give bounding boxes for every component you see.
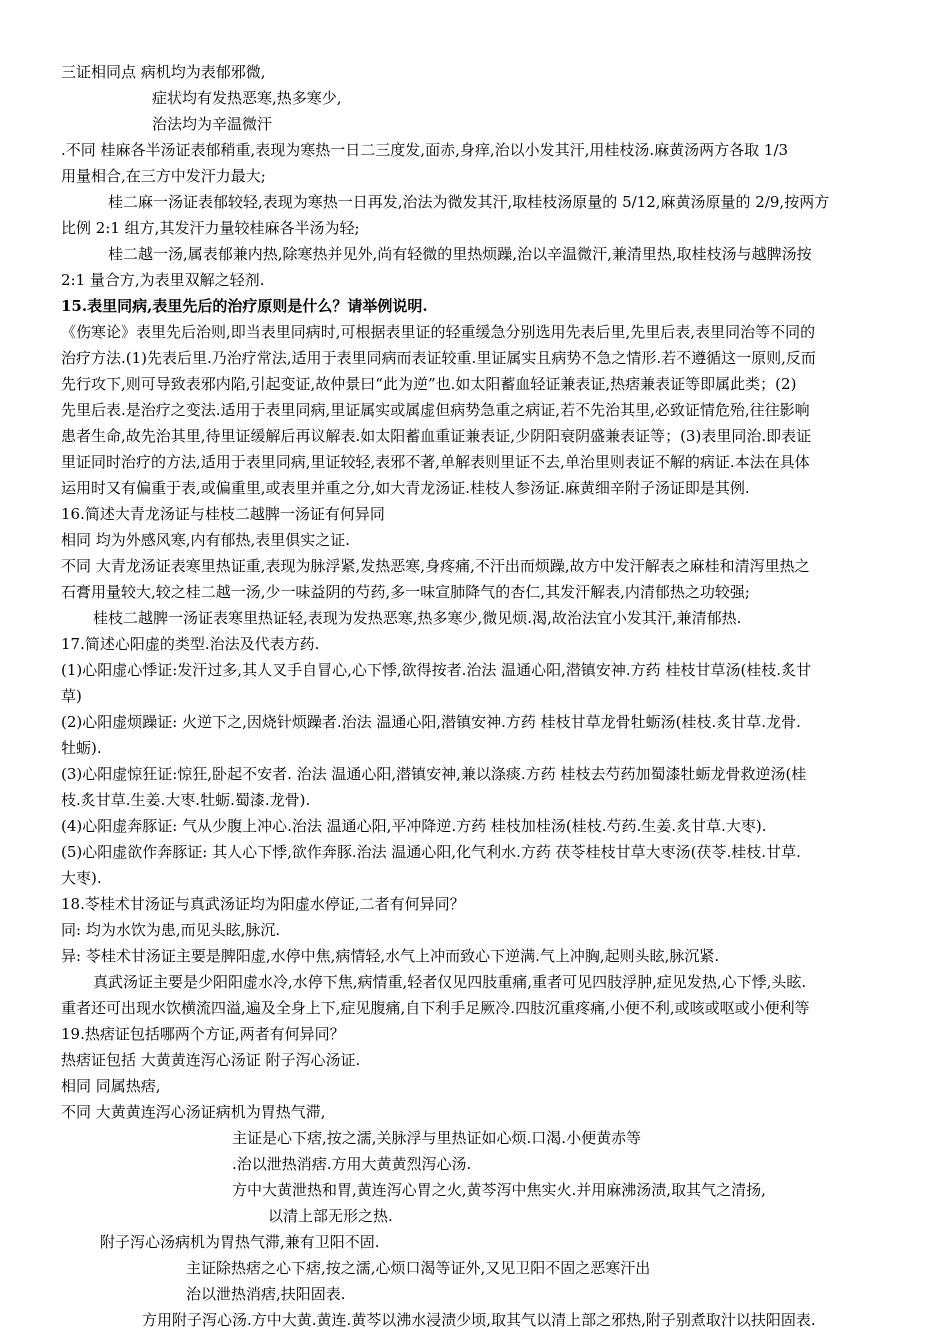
text-line: (3)心阳虚惊狂证:惊狂,卧起不安者. 治法 温通心阳,潜镇安神,兼以涤痰.方药 桂枝去芍药加蜀漆牡蛎龙骨救逆汤(桂 <box>61 765 807 783</box>
text-line: 桂二越一汤,属表郁兼内热,除寒热并见外,尚有轻微的里热烦躁,治以辛温微汗,兼清里热,取桂枝汤与越脾汤按 <box>108 245 812 263</box>
text-line: 附子泻心汤病机为胃热气滞,兼有卫阳不固. <box>100 1233 380 1251</box>
text-line: (2)心阳虚烦躁证: 火逆下之,因烧针烦躁者.治法 温通心阳,潜镇安神.方药 桂枝甘草龙骨牡蛎汤(桂枝.炙甘草.龙骨. <box>61 713 801 731</box>
text-line: 里证同时治疗的方法,适用于表里同病,里证较轻,表邪不著,单解表则里证不去,单治里则表证不解的病证.本法在具体 <box>61 453 810 471</box>
text-line: 方中大黄泄热和胃,黄连泻心胃之火,黄芩泻中焦实火.并用麻沸汤渍,取其气之清扬, <box>232 1181 766 1199</box>
text-line: 不同 大青龙汤证表寒里热证重,表现为脉浮紧,发热恶寒,身疼痛,不汗出而烦躁,故方中发汗解表之麻桂和清泻里热之 <box>61 557 810 575</box>
question-heading: 16.简述大青龙汤证与桂枝二越脾一汤证有何异同 <box>61 505 385 523</box>
text-line: 治疗方法.(1)先表后里.乃治疗常法,适用于表里同病而表证较重.里证属实且病势不急之情形.若不遵循这一原则,反而 <box>61 349 816 367</box>
text-line: 不同 大黄黄连泻心汤证病机为胃热气滞, <box>61 1103 326 1121</box>
text-line: 先行攻下,则可导致表邪内陷,引起变证,故仲景曰“此为逆”也.如太阳蓄血轻证兼表证,热痞兼表证等即属此类；(2) <box>61 375 797 393</box>
text-line: 比例 2:1 组方,其发汗力量较桂麻各半汤为轻; <box>61 219 360 237</box>
text-line: 石膏用量较大,较之桂二越一汤,少一味益阴的芍药,多一味宣肺降气的杏仁,其发汗解表,内清郁热之功较强; <box>61 583 750 601</box>
text-line: 先里后表.是治疗之变法.适用于表里同病,里证属实或属虚但病势急重之病证,若不先治其里,必致证情危殆,往往影响 <box>61 401 810 419</box>
text-line: 三证相同点 病机均为表郁邪微, <box>61 63 266 81</box>
text-line: 治以泄热消痞,扶阳固表. <box>186 1285 346 1303</box>
text-line: 主证除热痞之心下痞,按之濡,心烦口渴等证外,又见卫阳不固之恶寒汗出 <box>186 1259 651 1277</box>
text-line: 真武汤证主要是少阳阳虚水冷,水停下焦,病情重,轻者仅见四肢重痛,重者可见四肢浮肿,症见发热,心下悸,头眩. <box>93 973 807 991</box>
question-heading: 19.热痞证包括哪两个方证,两者有何异同？ <box>61 1025 345 1043</box>
text-line: 大枣). <box>61 869 102 887</box>
question-heading: 18.苓桂术甘汤证与真武汤证均为阳虚水停证,二者有何异同？ <box>61 895 465 913</box>
text-line: .治以泄热消痞.方用大黄黄烈泻心汤. <box>232 1155 472 1173</box>
text-line: (5)心阳虚欲作奔豚证: 其人心下悸,欲作奔豚.治法 温通心阳,化气利水.方药 茯苓桂枝甘草大枣汤(茯苓.桂枝.甘草. <box>61 843 801 861</box>
text-line: (1)心阳虚心悸证:发汗过多,其人叉手自冒心,心下悸,欲得按者.治法 温通心阳,潜镇安神.方药 桂枝甘草汤(桂枝.炙甘 <box>61 661 812 679</box>
text-line: 同: 均为水饮为患,而见头眩,脉沉. <box>61 921 281 939</box>
text-line: 方用附子泻心汤.方中大黄.黄连.黄芩以沸水浸渍少顷,取其气以清上部之邪热,附子别煮取汁以扶阳固表. <box>142 1311 816 1329</box>
text-line: 牡蛎). <box>61 739 102 757</box>
text-line: 症状均有发热恶寒,热多寒少, <box>152 89 342 107</box>
text-line: 桂二麻一汤证表郁较轻,表现为寒热一日再发,治法为微发其汗,取桂枝汤原量的 5/12,麻黄汤原量的 2/9,按两方 <box>108 193 830 211</box>
text-line: 异: 苓桂术甘汤证主要是脾阳虚,水停中焦,病情轻,水气上冲而致心下逆满.气上冲胸,起则头眩,脉沉紧. <box>61 947 720 965</box>
text-line: 相同 同属热痞, <box>61 1077 161 1095</box>
text-line: 热痞证包括 大黄黄连泻心汤证 附子泻心汤证. <box>61 1051 361 1069</box>
question-heading: 15.表里同病,表里先后的治疗原则是什么？请举例说明. <box>61 297 428 315</box>
text-line: 《伤寒论》表里先后治则,即当表里同病时,可根据表里证的轻重缓急分别选用先表后里,先里后表,表里同治等不同的 <box>61 323 816 341</box>
text-line: 以清上部无形之热. <box>268 1207 393 1225</box>
text-line: 主证是心下痞,按之濡,关脉浮与里热证如心烦.口渴.小便黄赤等 <box>232 1129 642 1147</box>
text-line: .不同 桂麻各半汤证表郁稍重,表现为寒热一日二三度发,面赤,身痒,治以小发其汗,用桂枝汤.麻黄汤两方各取 1/3 <box>61 141 789 159</box>
text-line: 桂枝二越脾一汤证表寒里热证轻,表现为发热恶寒,热多寒少,微见烦.渴,故治法宜小发其汗,兼清郁热. <box>93 609 742 627</box>
text-line: (4)心阳虚奔豚证: 气从少腹上冲心.治法 温通心阳,平冲降逆.方药 桂枝加桂汤(桂枝.芍药.生姜.炙甘草.大枣). <box>61 817 767 835</box>
text-line: 运用时又有偏重于表,或偏重里,或表里并重之分,如大青龙汤证.桂枝人参汤证.麻黄细辛附子汤证即是其例. <box>61 479 750 497</box>
question-heading: 17.简述心阳虚的类型.治法及代表方药. <box>61 635 320 653</box>
text-line: 治法均为辛温微汗 <box>152 115 273 133</box>
text-line: 重者还可出现水饮横流四溢,遍及全身上下,症见腹痛,自下利手足厥冷.四肢沉重疼痛,小便不利,或咳或呕或小便利等 <box>61 999 810 1017</box>
text-line: 草) <box>61 687 82 705</box>
text-line: 患者生命,故先治其里,待里证缓解后再议解表.如太阳蓄血重证兼表证,少阴阳衰阴盛兼表证等；(3)表里同治.即表证 <box>61 427 812 445</box>
text-line: 用量相合,在三方中发汗力最大; <box>61 167 266 185</box>
text-line: 2:1 量合方,为表里双解之轻剂. <box>61 271 265 289</box>
text-line: 枝.炙甘草.生姜.大枣.牡蛎.蜀漆.龙骨). <box>61 791 311 809</box>
text-line: 相同 均为外感风寒,内有郁热,表里俱实之证. <box>61 531 351 549</box>
